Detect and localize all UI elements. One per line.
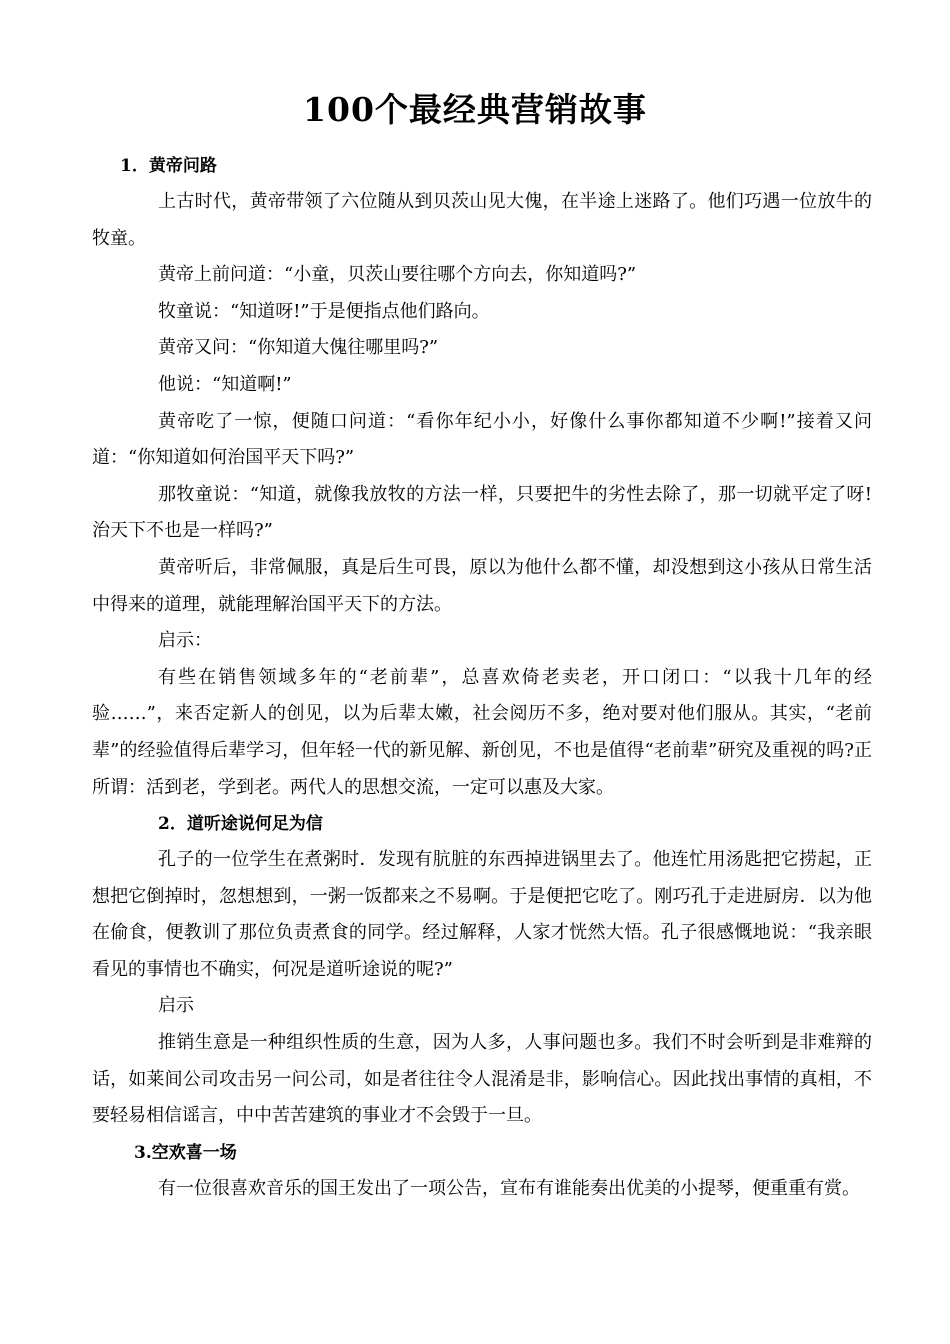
paragraph: 他说：“知道啊!” bbox=[158, 373, 292, 395]
section-heading-3: 3.空欢喜一场 bbox=[134, 1142, 237, 1163]
paragraph: 黄帝听后，非常佩服，真是后生可畏，原以为他什么都不懂，却没想到这小孩从日常生活中得来的道理，就能理解治国平天下的方法。 bbox=[92, 556, 872, 615]
paragraph: 有些在销售领域多年的“老前辈”，总喜欢倚老卖老，开口闭口：“以我十几年的经验……”，来否定新人的创见，以为后辈太嫩，社会阅历不多，绝对要对他们服从。其实，“老前辈”的经验值得后辈学习，但年轻一代的新见解、新创见，不也是值得“老前辈”研究及重视的吗?正所谓：活到老，学到老。两代人的思想交流，一定可以惠及大家。 bbox=[92, 666, 872, 798]
paragraph: 孔子的一位学生在煮粥时．发现有肮脏的东西掉进锅里去了。他连忙用汤匙把它捞起，正想把它倒掉时，忽想想到，一粥一饭都来之不易啊。于是便把它吃了。刚巧孔于走进厨房．以为他在偷食，便教训了那位负责煮食的同学。经过解释，人家才恍然大悟。孔子很感慨地说：“我亲眼看见的事情也不确实，何况是道听途说的呢?” bbox=[92, 849, 872, 980]
paragraph: 黄帝吃了一惊，便随口问道：“看你年纪小小，好像什么事你都知道不少啊!”接着又问道：“你知道如何治国平天下吗?” bbox=[92, 410, 872, 469]
insight-label: 启示： bbox=[158, 630, 212, 652]
document-body bbox=[92, 148, 872, 1207]
insight-label: 启示 bbox=[158, 995, 194, 1017]
paragraph: 上古时代，黄帝带领了六位随从到贝茨山见大傀，在半途上迷路了。他们巧遇一位放牛的牧童。 bbox=[92, 191, 872, 249]
paragraph: 黄帝又问：“你知道大傀往哪里吗?” bbox=[158, 337, 439, 359]
section-heading-1: 1．黄帝问路 bbox=[120, 156, 217, 176]
paragraph: 有一位很喜欢音乐的国王发出了一项公告，宣布有谁能奏出优美的小提琴，便重重有赏。 bbox=[158, 1177, 860, 1199]
paragraph: 牧童说：“知道呀!”于是便指点他们路向。 bbox=[158, 300, 490, 322]
paragraph: 黄帝上前问道：“小童，贝茨山要往哪个方向去，你知道吗?” bbox=[158, 264, 637, 286]
paragraph: 那牧童说：“知道，就像我放牧的方法一样，只要把牛的劣性去除了，那一切就平定了呀!治天下不也是一样吗?” bbox=[92, 483, 872, 542]
document-title: 100个最经典营销故事 bbox=[303, 90, 647, 129]
section-heading-2: 2．道听途说何足为信 bbox=[158, 814, 323, 835]
paragraph: 推销生意是一种组织性质的生意，因为人多，人事问题也多。我们不时会听到是非难辩的话，如莱间公司攻击另一问公司，如是者往往令人混淆是非，影响信心。因此找出事情的真相，不要轻易相信谣言，中中苦苦建筑的事业才不会毁于一旦。 bbox=[92, 1032, 872, 1127]
